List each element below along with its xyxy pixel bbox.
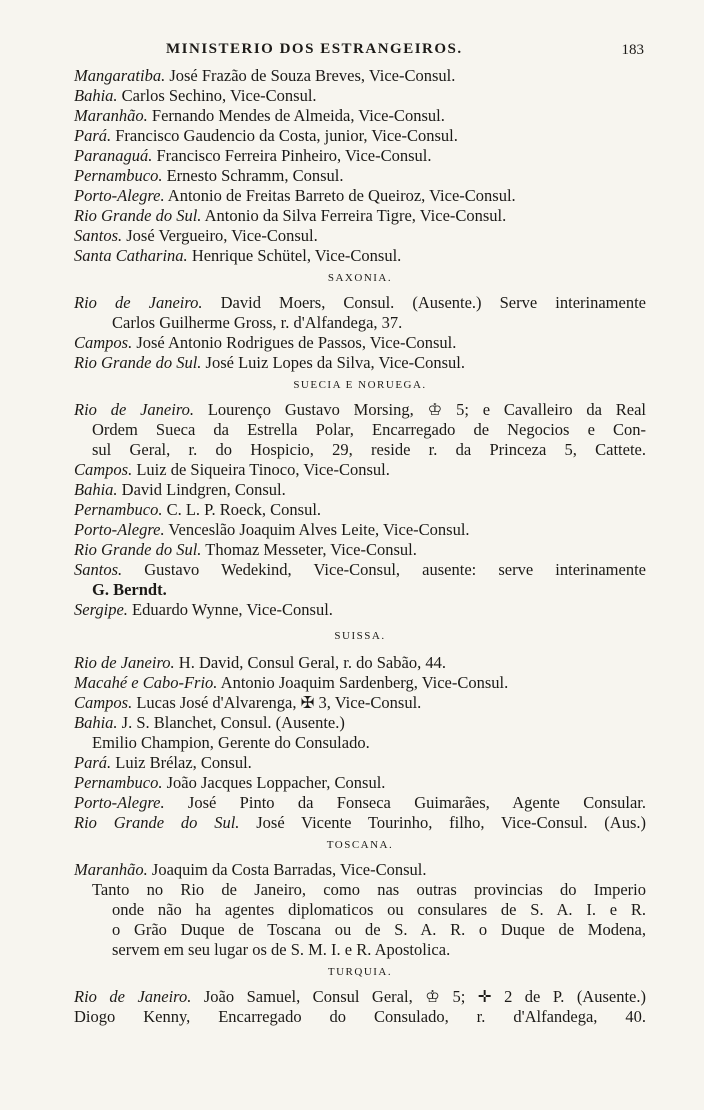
entry-location: Santos. [74, 560, 123, 579]
page-header [74, 41, 644, 63]
entry-location: Sergipe. [74, 600, 128, 619]
entry-text: José Luiz Lopes da Silva, Vice-Consul. [201, 353, 466, 372]
entry-rio-de-janeiro [74, 400, 646, 420]
entry-text: Luiz de Siqueira Tinoco, Vice-Consul. [132, 460, 390, 479]
entry-rio-grande-do-sul [74, 813, 646, 833]
entry-location: Pará. [74, 753, 112, 772]
entry-pernambuco [74, 166, 646, 186]
entry-mangaratiba [74, 66, 646, 86]
section-heading-suecia: SUECIA E NORUEGA. [293, 379, 427, 391]
entry-porto-alegre [74, 793, 646, 813]
entry-location: Porto-Alegre. [74, 520, 165, 539]
entry-text: José Antonio Rodrigues de Passos, Vice-Consul. [132, 333, 457, 352]
entry-text: José Pinto da Fonseca Guimarães, Agente Consular. [164, 793, 646, 812]
entry-text: David Lindgren, Consul. [117, 480, 286, 499]
entry-location: Pernambuco. [74, 773, 163, 792]
entry-maranhao [74, 106, 646, 126]
entry-location: Rio de Janeiro. [74, 293, 203, 312]
entry-location: Bahia. [74, 480, 118, 499]
entry-location: Porto-Alegre. [74, 793, 165, 812]
paragraph-line: servem em seu lugar os de S. M. I. e R. Apostolica. [112, 940, 451, 959]
entry-text: Fernando Mendes de Almeida, Vice-Consul. [147, 106, 445, 125]
entry-text: Lourenço Gustavo Morsing, ♔ 5; e Cavalleiro da Real [194, 400, 646, 419]
entry-bahia [74, 713, 646, 733]
entry-location: Mangaratiba. [74, 66, 166, 85]
entry-bahia [74, 86, 646, 106]
entry-text: Luiz Brélaz, Consul. [111, 753, 252, 772]
entry-para [74, 126, 646, 146]
entry-text: Antonio Joaquim Sardenberg, Vice-Consul. [217, 673, 509, 692]
entry-location: Rio Grande do Sul. [74, 206, 202, 225]
entry-macahe-cabo-frio [74, 673, 646, 693]
entry-text: H. David, Consul Geral, r. do Sabão, 44. [174, 653, 446, 672]
entry-text: João Jacques Loppacher, Consul. [162, 773, 386, 792]
entry-rio-grande-do-sul [74, 353, 646, 373]
entry-location: Porto-Alegre. [74, 186, 165, 205]
entry-text: Antonio da Silva Ferreira Tigre, Vice-Consul. [201, 206, 507, 225]
entry-location: Pernambuco. [74, 500, 163, 519]
entry-location: Campos. [74, 333, 133, 352]
paragraph-line: o Grão Duque de Toscana ou de S. A. R. o Duque de Modena, [112, 920, 646, 939]
entry-campos [74, 693, 646, 713]
entry-maranhao [74, 860, 646, 880]
entry-location: Campos. [74, 460, 133, 479]
entry-location: Santos. [74, 226, 123, 245]
entry-text: João Samuel, Consul Geral, ♔ 5; ✛ 2 de P. (Ausente.) [191, 987, 646, 1006]
entry-text: Francisco Gaudencio da Costa, junior, Vice-Consul. [111, 126, 458, 145]
entry-text: Eduardo Wynne, Vice-Consul. [127, 600, 333, 619]
section-heading-turquia: TURQUIA. [327, 966, 393, 978]
entry-text: Francisco Ferreira Pinheiro, Vice-Consul. [152, 146, 432, 165]
entry-santos [74, 560, 646, 580]
entry-santa-catharina [74, 246, 646, 266]
entry-porto-alegre [74, 186, 646, 206]
entry-paranagua [74, 146, 646, 166]
entry-text: Gustavo Wedekind, Vice-Consul, ausente: serve interinamente [122, 560, 646, 579]
entry-rio-grande-do-sul [74, 540, 646, 560]
entry-rio-de-janeiro [74, 987, 646, 1007]
entry-continuation: Ordem Sueca da Estrella Polar, Encarregado de Negocios e Con- [92, 420, 646, 439]
paragraph-line: onde não ha agentes diplomaticos ou consulares de S. A. I. e R. [112, 900, 646, 919]
paragraph-line: Tanto no Rio de Janeiro, como nas outras provincias do Imperio [92, 880, 646, 899]
entry-location: Macahé e Cabo-Frio. [74, 673, 218, 692]
entry-location: Pernambuco. [74, 166, 163, 185]
entry-location: Rio Grande do Sul. [74, 540, 202, 559]
entry-campos [74, 460, 646, 480]
entry-location: Campos. [74, 693, 133, 712]
entry-continuation: Carlos Guilherme Gross, r. d'Alfandega, 37. [112, 313, 403, 332]
entry-location: Rio de Janeiro. [74, 653, 175, 672]
entry-location: Maranhão. [74, 106, 148, 125]
entry-location: Rio de Janeiro. [74, 400, 195, 419]
entry-santos [74, 226, 646, 246]
entry-rio-de-janeiro [74, 293, 646, 313]
entry-text: Carlos Sechino, Vice-Consul. [117, 86, 317, 105]
entry-campos [74, 333, 646, 353]
entry-text: José Vicente Tourinho, filho, Vice-Consul. (Aus.) [239, 813, 646, 832]
entry-text: José Frazão de Souza Breves, Vice-Consul. [165, 66, 456, 85]
entry-rio-de-janeiro [74, 653, 646, 673]
entry-text: Lucas José d'Alvarenga, ✠ 3, Vice-Consul. [132, 693, 422, 712]
entry-location: Rio de Janeiro. [74, 987, 192, 1006]
entry-pernambuco [74, 500, 646, 520]
entry-continuation: Emilio Champion, Gerente do Consulado. [92, 733, 370, 752]
entry-location: Maranhão. [74, 860, 148, 879]
section-heading-saxonia: SAXONIA. [327, 272, 393, 284]
entry-location: Santa Catharina. [74, 246, 188, 265]
entry-text: Antonio de Freitas Barreto de Queiroz, Vice-Consul. [164, 186, 516, 205]
entry-location: Rio Grande do Sul. [74, 813, 240, 832]
entry-bahia [74, 480, 646, 500]
entry-text: Henrique Schütel, Vice-Consul. [187, 246, 402, 265]
entry-text: Joaquim da Costa Barradas, Vice-Consul. [147, 860, 427, 879]
entry-sergipe [74, 600, 646, 620]
running-title: MINISTERIO DOS ESTRANGEIROS. [166, 41, 463, 57]
entry-text: David Moers, Consul. (Ausente.) Serve interinamente [202, 293, 646, 312]
page-number: 183 [621, 42, 644, 58]
entry-text: José Vergueiro, Vice-Consul. [122, 226, 318, 245]
entry-continuation: Diogo Kenny, Encarregado do Consulado, r. d'Alfandega, 40. [74, 1007, 646, 1026]
entry-text: J. S. Blanchet, Consul. (Ausente.) [117, 713, 345, 732]
entry-para [74, 753, 646, 773]
entry-pernambuco [74, 773, 646, 793]
entry-location: Paranaguá. [74, 146, 153, 165]
section-heading-toscana: TOSCANA. [326, 839, 394, 851]
entry-text: Ernesto Schramm, Consul. [162, 166, 344, 185]
entry-text: Venceslão Joaquim Alves Leite, Vice-Consul. [164, 520, 470, 539]
entry-location: Bahia. [74, 713, 118, 732]
entry-location: Bahia. [74, 86, 118, 105]
entry-continuation: sul Geral, r. do Hospicio, 29, reside r. da Princeza 5, Cattete. [92, 440, 646, 459]
entry-porto-alegre [74, 520, 646, 540]
entry-location: Rio Grande do Sul. [74, 353, 202, 372]
entry-continuation: G. Berndt. [92, 580, 167, 599]
entry-location: Pará. [74, 126, 112, 145]
section-heading-suissa: SUISSA. [334, 630, 386, 642]
entry-rio-grande-do-sul [74, 206, 646, 226]
entry-text: C. L. P. Roeck, Consul. [162, 500, 322, 519]
entry-text: Thomaz Messeter, Vice-Consul. [201, 540, 417, 559]
